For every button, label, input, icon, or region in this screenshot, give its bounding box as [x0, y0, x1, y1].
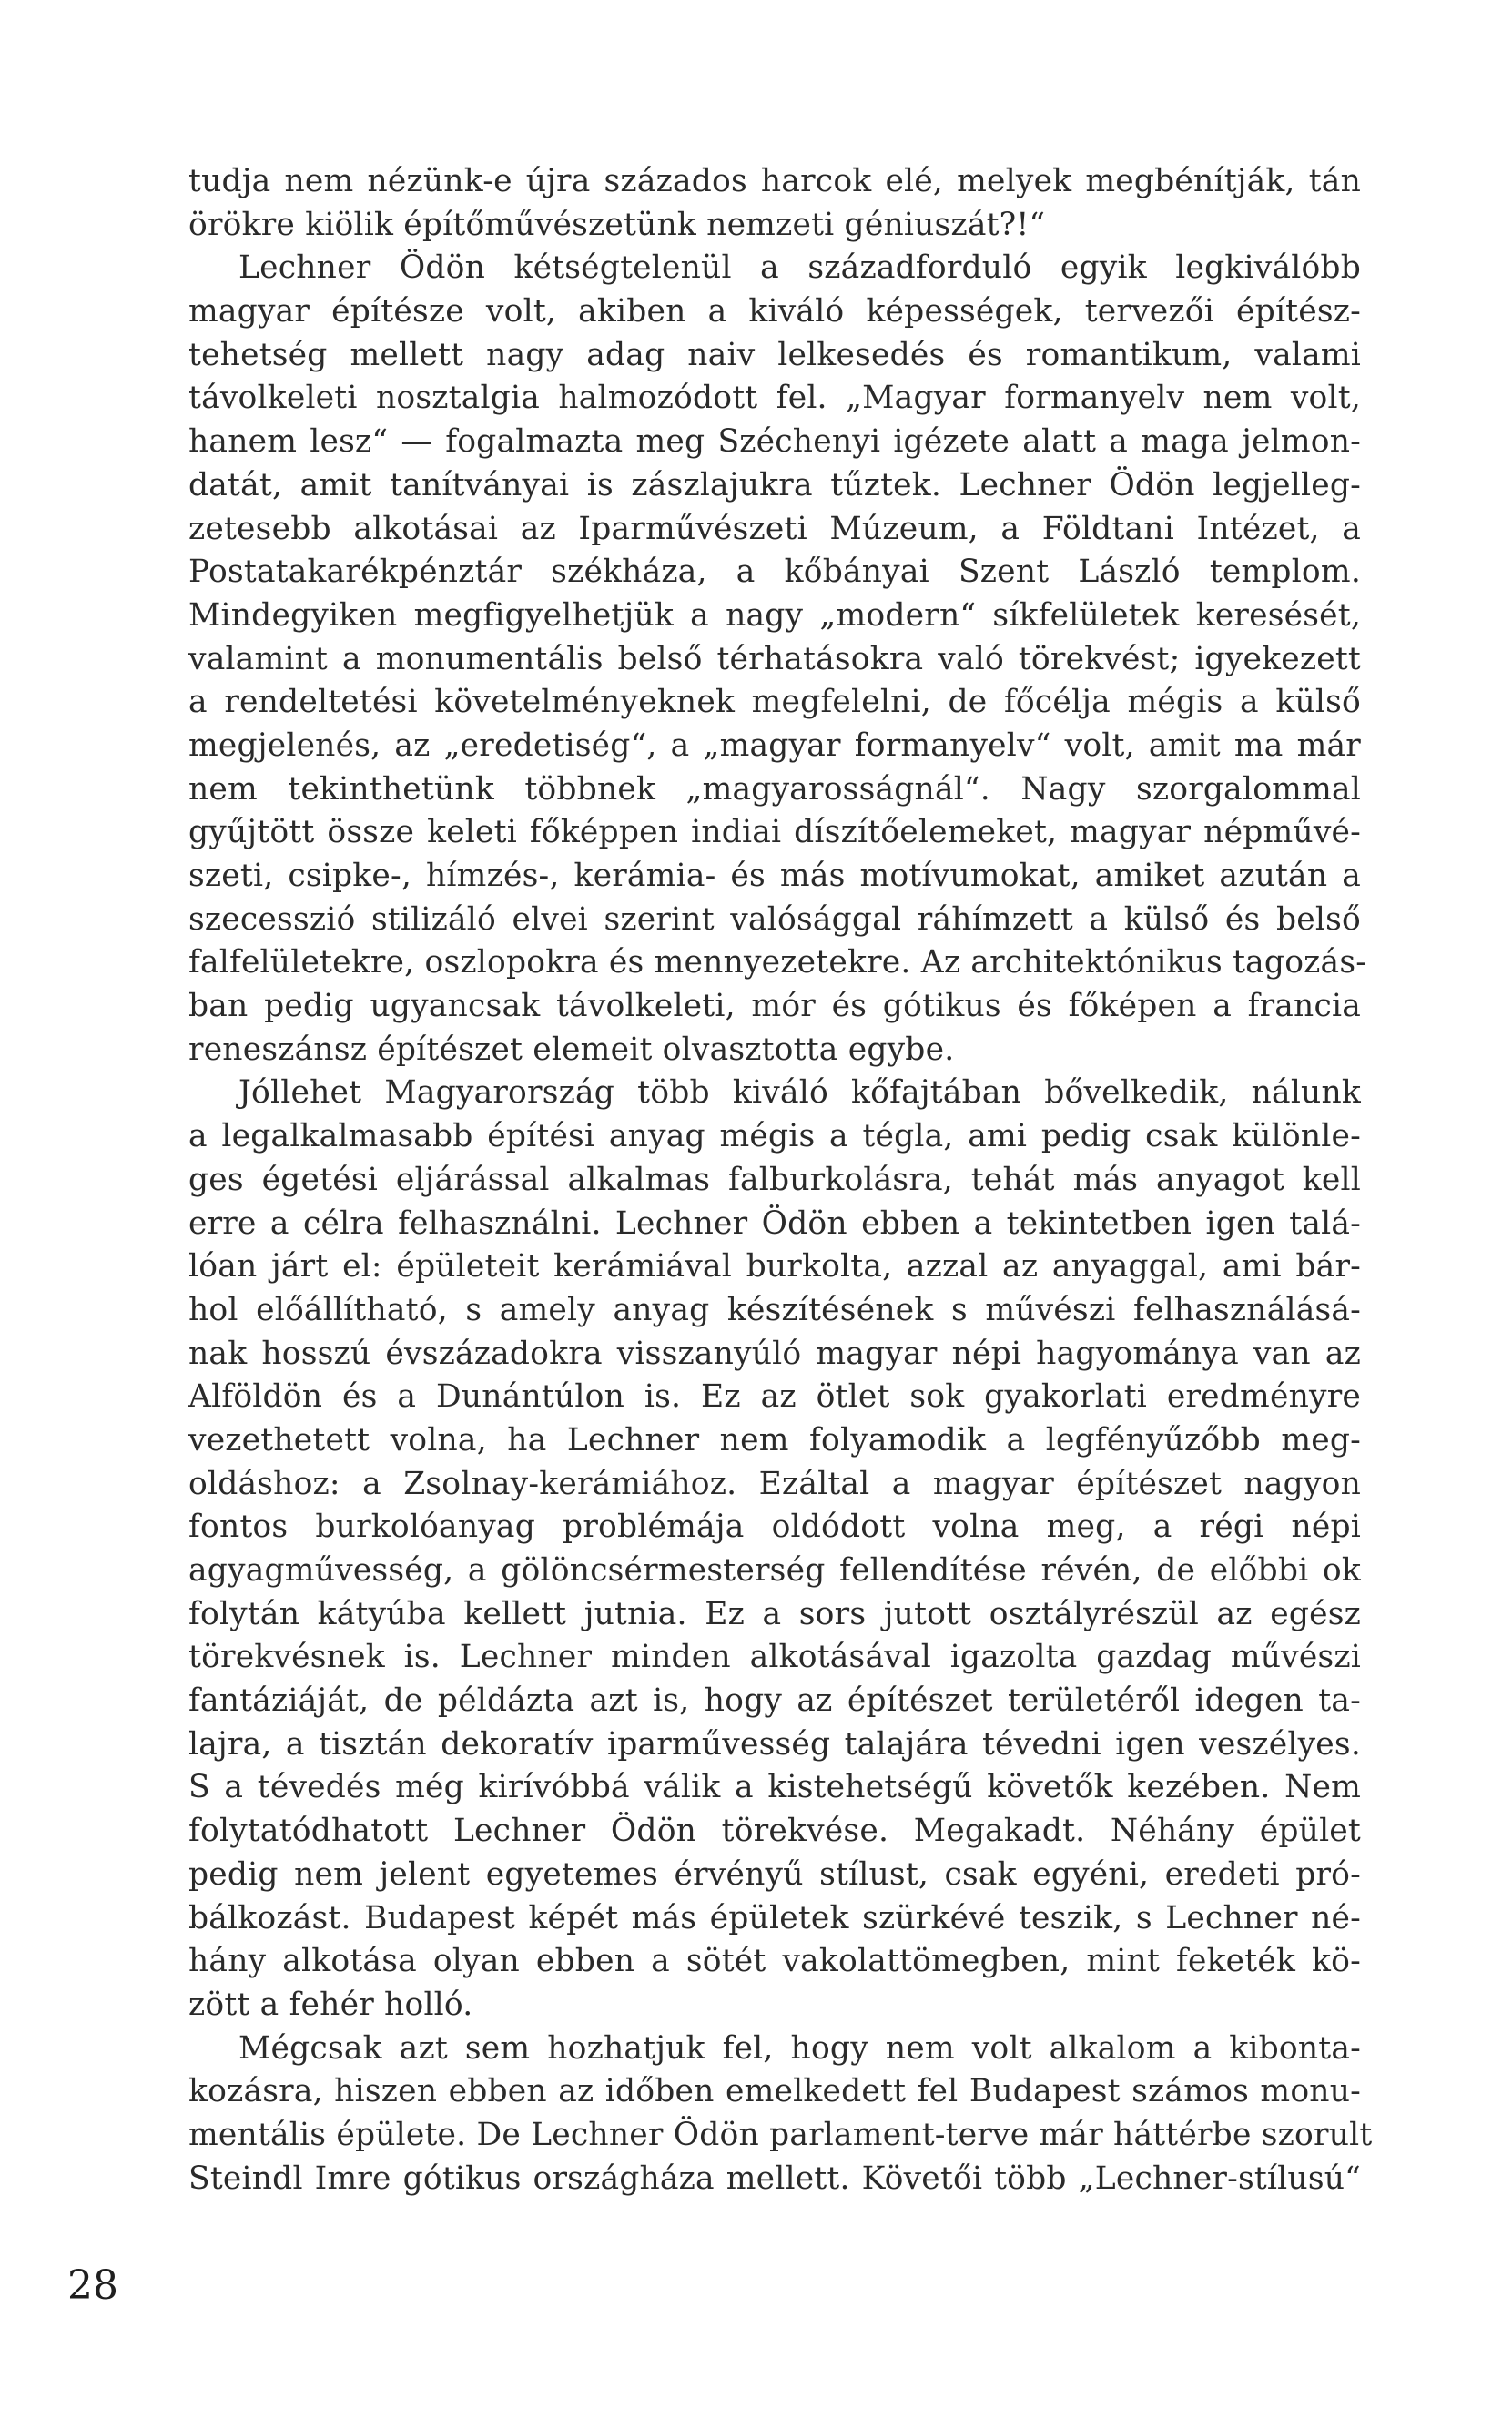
text-line: ban pedig ugyancsak távolkeleti, mór és gótikus és főképen a francia — [188, 988, 1361, 1025]
text-line: nem tekinthetünk többnek „magyarosságnál“. Nagy szorgalommal — [188, 770, 1361, 808]
text-line: hány alkotása olyan ebben a sötét vakolattömegben, mint feketék kö- — [188, 1943, 1361, 1980]
text-line: nak hosszú évszázadokra visszanyúló magyar népi hagyománya van az — [188, 1335, 1361, 1372]
text-line: agyagművesség, a gölöncsérmesterség fellendítése révén, de előbbi ok — [188, 1552, 1361, 1589]
text-line: falfelületekre, oszlopokra és mennyezetekre. Az architektónikus tagozás- — [188, 944, 1367, 981]
text-line: szecesszió stilizáló elvei szerint valósággal ráhímzett a külső és belső — [188, 900, 1361, 938]
text-line: vezethetett volna, ha Lechner nem folyamodik a legfényűzőbb meg- — [188, 1421, 1361, 1458]
text-line: pedig nem jelent egyetemes érvényű stílust, csak egyéni, eredeti pró- — [188, 1855, 1361, 1893]
text-line: megjelenés, az „eredetiség“, a „magyar formanyelv“ volt, amit ma már — [188, 727, 1361, 764]
text-line: valamint a monumentális belső térhatásokra való törekvést; igyekezett — [188, 640, 1361, 677]
text-line: fantáziáját, de példázta azt is, hogy az építészet területéről idegen ta- — [188, 1682, 1361, 1720]
text-line: tehetség mellett nagy adag naiv lelkesedés és romantikum, valami — [188, 336, 1361, 373]
text-line: a rendeltetési követelményeknek megfelelni, de főcélja mégis a külső — [188, 684, 1361, 721]
text-line: mentális épülete. De Lechner Ödön parlament-terve már háttérbe szorult — [188, 2116, 1373, 2153]
text-line: hanem lesz“ — fogalmazta meg Széchenyi igézete alatt a maga jelmon- — [188, 423, 1361, 461]
text-line: szeti, csipke-, hímzés-, kerámia- és más motívumokat, amiket azután a — [188, 858, 1361, 894]
text-line: tudja nem nézünk-e újra százados harcok elé, melyek megbénítják, tán — [188, 163, 1361, 199]
text-line: a legalkalmasabb építési anyag mégis a tégla, ami pedig csak különle- — [188, 1118, 1361, 1155]
text-line: Mindegyiken megfigyelhetjük a nagy „modern“ síkfelületek keresését, — [188, 596, 1361, 634]
text-line: gyűjtött össze keleti főképpen indiai díszítőelemeket, magyar népművé- — [188, 814, 1361, 851]
text-line: Lechner Ödön kétségtelenül a századforduló egyik legkiválóbb — [238, 249, 1361, 287]
text-line: távolkeleti nosztalgia halmozódott fel. „Magyar formanyelv nem volt, — [188, 380, 1361, 417]
text-line: Jóllehet Magyarország több kiváló kőfajtában bővelkedik, nálunk — [238, 1074, 1361, 1112]
text-line: zött a fehér holló. — [188, 1986, 473, 2023]
text-line: folytán kátyúba kellett jutnia. Ez a sors jutott osztályrészül az egész — [188, 1595, 1361, 1632]
text-line: erre a célra felhasználni. Lechner Ödön ebben a tekintetben igen talá- — [188, 1204, 1361, 1242]
text-line: bálkozást. Budapest képét más épületek szürkévé teszik, s Lechner né- — [188, 1899, 1361, 1936]
text-line: Mégcsak azt sem hozhatjuk fel, hogy nem volt alkalom a kibonta- — [238, 2029, 1361, 2067]
text-line: S a tévedés még kirívóbbá válik a kistehetségű követők kezében. Nem — [188, 1769, 1361, 1806]
text-line: magyar építésze volt, akiben a kiváló képességek, tervezői építész- — [188, 293, 1361, 330]
text-line: hol előállítható, s amely anyag készítésének s művészi felhasználásá- — [188, 1291, 1361, 1328]
text-line: ges égetési eljárással alkalmas falburkolásra, tehát más anyagot kell — [188, 1161, 1361, 1198]
text-line: zetesebb alkotásai az Iparművészeti Múzeum, a Földtani Intézet, a — [188, 510, 1361, 547]
page-text-block — [188, 160, 1373, 2291]
text-line: reneszánsz építészet elemeit olvasztotta egybe. — [188, 1031, 955, 1068]
text-line: örökre kiölik építőművészetünk nemzeti géniuszát?!“ — [188, 206, 1046, 243]
text-line: törekvésnek is. Lechner minden alkotásával igazolta gazdag művészi — [188, 1639, 1361, 1676]
text-line: Steindl Imre gótikus országháza mellett. Követői több „Lechner-stílusú“ — [188, 2160, 1361, 2197]
text-line: datát, amit tanítványai is zászlajukra tűztek. Lechner Ödön legjelleg- — [188, 466, 1361, 503]
text-line: folytatódhatott Lechner Ödön törekvése. Megakadt. Néhány épület — [188, 1813, 1361, 1850]
text-line: Alföldön és a Dunántúlon is. Ez az ötlet sok gyakorlati eredményre — [188, 1378, 1361, 1416]
text-line: fontos burkolóanyag problémája oldódott volna meg, a régi népi — [188, 1509, 1361, 1546]
text-line: oldáshoz: a Zsolnay-kerámiához. Ezáltal a magyar építészet nagyon — [188, 1465, 1361, 1502]
text-line: lóan járt el: épületeit kerámiával burkolta, azzal az anyaggal, ami bár- — [188, 1248, 1361, 1286]
page-number: 28 — [67, 2262, 118, 2309]
text-line: kozásra, hiszen ebben az időben emelkedett fel Budapest számos monu- — [188, 2073, 1361, 2110]
text-line: lajra, a tisztán dekoratív iparművesség talajára tévedni igen veszélyes. — [188, 1725, 1361, 1763]
text-line: Postatakarékpénztár székháza, a kőbányai Szent László templom. — [188, 554, 1361, 591]
